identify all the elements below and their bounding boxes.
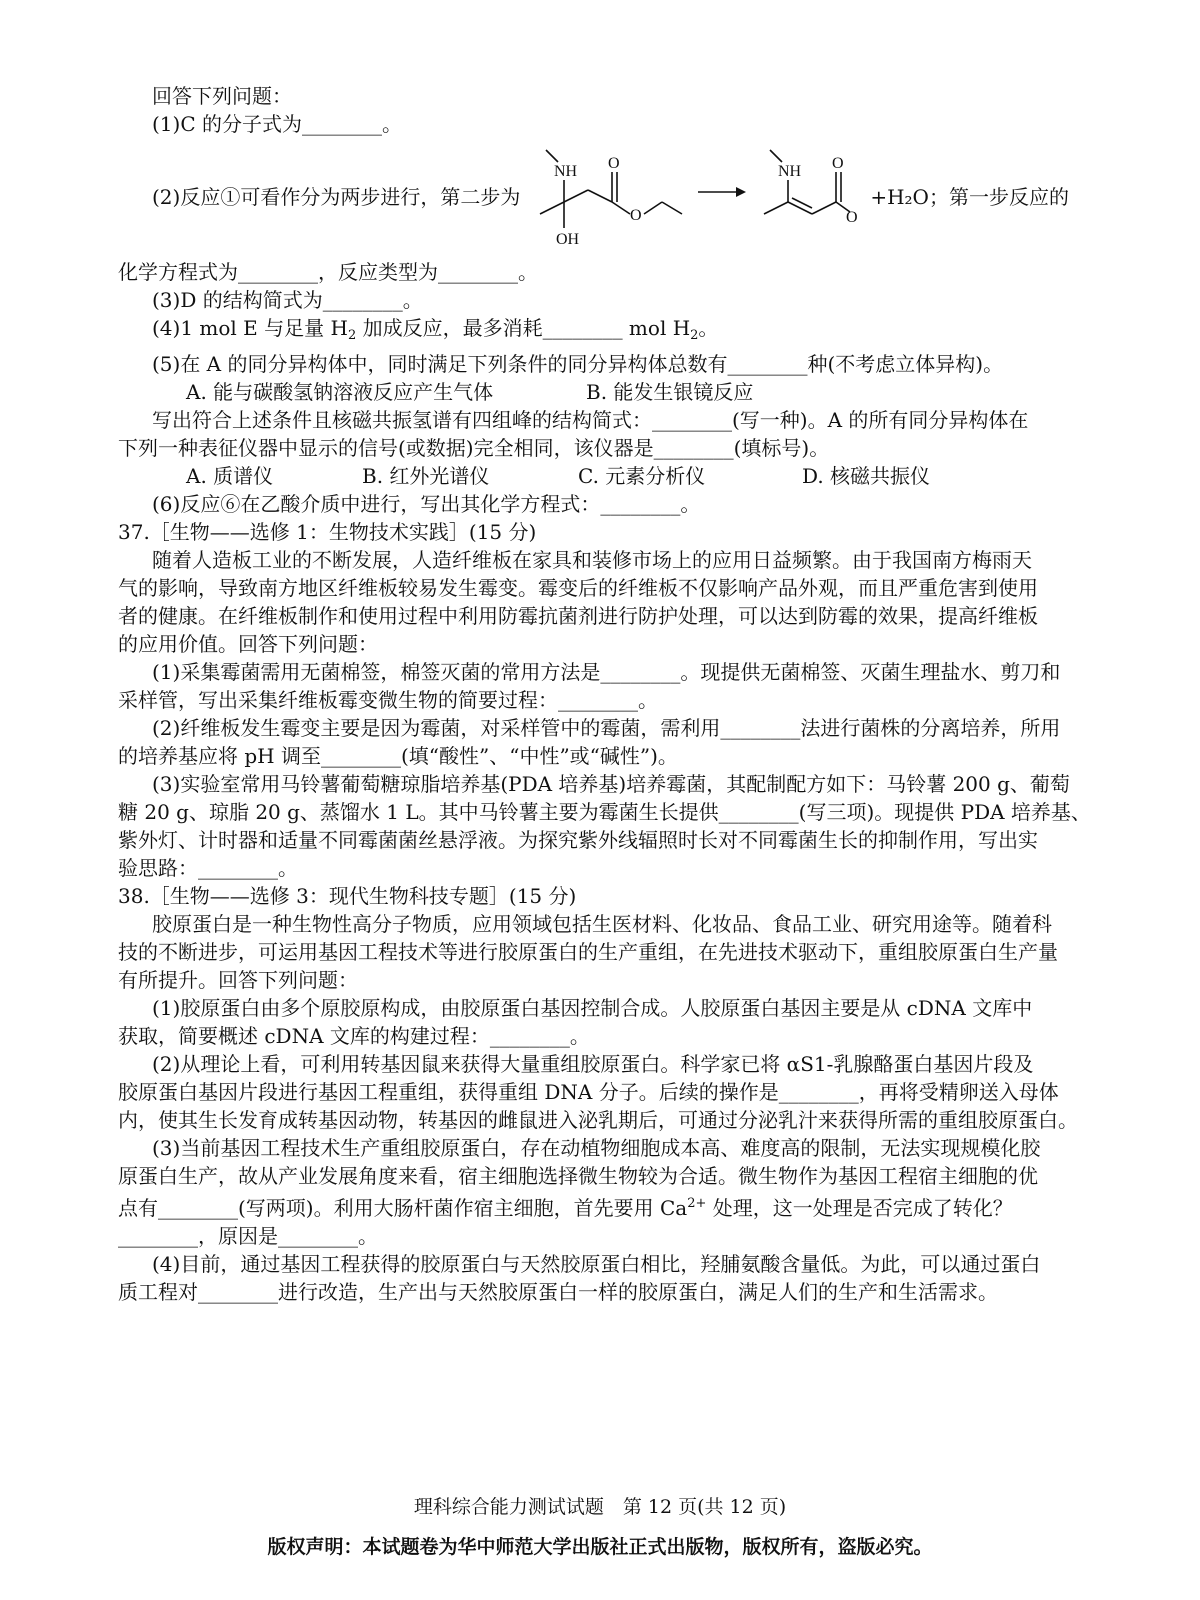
- s37-q1-cont: 采样管，写出采集纤维板霉变微生物的简要过程：________ 。: [118, 686, 1078, 714]
- mol-nh-label: NH: [778, 163, 802, 180]
- q36-1: (1)C 的分子式为________ 。: [118, 110, 1078, 138]
- s38-paragraph-line: 技的不断进步，可运用基因工程技术等进行胶原蛋白的生产重组，在先进技术驱动下，重组胶原蛋白生产量: [118, 940, 1058, 964]
- s38-q3: (3)当前基因工程技术生产重组胶原蛋白，存在动植物细胞成本高、难度高的限制，无法实现规模化胶: [152, 1136, 1041, 1160]
- answer-blank: [654, 436, 734, 460]
- q36-3: (3)D 的结构简式为________ 。: [118, 286, 1078, 314]
- answer-blank: [600, 660, 680, 684]
- s38-q4-cont: 质工程对________ 进行改造，生产出与天然胶原蛋白一样的胶原蛋白，满足人们的生产和生活需求。: [118, 1278, 1078, 1306]
- s38-paragraph-line: 有所提升。回答下列问题：: [118, 968, 358, 992]
- answer-blank: [720, 716, 800, 740]
- answer-blank: [198, 856, 278, 880]
- answer-blank: [543, 316, 623, 340]
- s37-q3-cont: 验思路：________ 。: [118, 854, 1078, 882]
- s37-paragraph-line: 随着人造板工业的不断发展，人造纤维板在家具和装修市场上的应用日益频繁。由于我国南方梅雨天: [152, 548, 1032, 572]
- s38-q1: (1)胶原蛋白由多个原胶原构成，由胶原蛋白基因控制合成。人胶原蛋白基因主要是从 cDNA 文库中: [152, 996, 1033, 1020]
- answer-blank: [238, 260, 318, 284]
- answer-blank: [302, 112, 382, 136]
- mol-o-label: O: [832, 155, 844, 172]
- mol-oh-label: OH: [556, 231, 580, 248]
- s37-q3: (3)实验室常用马铃薯葡萄糖琼脂培养基(PDA 培养基)培养霉菌，其配制配方如下：马铃薯 200 g、葡萄: [152, 772, 1070, 796]
- s38-q1-cont: 获取，简要概述 cDNA 文库的构建过程：________ 。: [118, 1022, 1078, 1050]
- answer-blank: [321, 744, 401, 768]
- s38-q2-cont: 内，使其生长发育成转基因动物，转基因的雌鼠进入泌乳期后，可通过分泌乳汁来获得所需的重组胶原蛋白。: [118, 1108, 1078, 1132]
- answer-blank: [278, 1224, 358, 1248]
- q36-5-options: A. 能与碳酸氢钠溶液反应产生气体 B. 能发生银镜反应: [186, 380, 754, 404]
- q36-5: (5)在 A 的同分异构体中，同时满足下列条件的同分异构体总数有________ 种(不考虑立体异构)。: [118, 350, 1078, 378]
- page-body: [118, 82, 1091, 1306]
- s37-q2: (2)纤维板发生霉变主要是因为霉菌，对采样管中的霉菌，需利用________ 法进行菌株的分离培养，所用: [118, 714, 1078, 742]
- answer-blank: [779, 1080, 859, 1104]
- answer-blank: [558, 688, 638, 712]
- answer-blank: [118, 1224, 198, 1248]
- s38-q3-cont: 点有________ (写两项)。利用大肠杆菌作宿主细胞，首先要用 $Ca^{2+}$ 处理，这一处理是否完成了转化？: [118, 1190, 1078, 1222]
- answer-blank: [438, 260, 518, 284]
- answer-blank: [728, 352, 808, 376]
- s37-paragraph-line: 者的健康。在纤维板制作和使用过程中利用防霉抗菌剂进行防护处理，可以达到防霉的效果，提高纤维板: [118, 604, 1038, 628]
- mol-o-label: O: [846, 209, 858, 226]
- answer-blank: [652, 408, 732, 432]
- q36-5-instruments: A. 质谱仪 B. 红外光谱仪 C. 元素分析仪 D. 核磁共振仪: [186, 464, 931, 488]
- s37-q2-cont: 的培养基应将 pH 调至________ (填“酸性”、“中性”或“碱性”)。: [118, 742, 1078, 770]
- section-37-heading: 37.［生物——选修 1：生物技术实践］(15 分): [118, 520, 537, 544]
- copyright-notice: 版权声明：本试题卷为华中师范大学出版社正式出版物，版权所有，盗版必究。: [267, 1536, 933, 1558]
- s38-paragraph-line: 胶原蛋白是一种生物性高分子物质，应用领域包括生医材料、化妆品、食品工业、研究用途等。随着科: [152, 912, 1052, 936]
- answer-blank: [158, 1196, 238, 1220]
- answer-blank: [198, 1280, 278, 1304]
- s37-q3-cont: 紫外灯、计时器和适量不同霉菌菌丝悬浮液。为探究紫外线辐照时长对不同霉菌生长的抑制作用，写出实: [118, 828, 1038, 852]
- q36-6: (6)反应⑥在乙酸介质中进行，写出其化学方程式：________ 。: [118, 490, 1078, 518]
- s38-q2-cont: 胶原蛋白基因片段进行基因工程重组，获得重组 DNA 分子。后续的操作是________ ，再将受精卵送入母体: [118, 1078, 1078, 1106]
- section-38-heading: 38.［生物——选修 3：现代生物科技专题］(15 分): [118, 884, 577, 908]
- s38-q3-cont: ________ ，原因是________ 。: [118, 1222, 1078, 1250]
- q36-5-line3: 下列一种表征仪器中显示的信号(或数据)完全相同，该仪器是________ (填标号)。: [118, 434, 1078, 462]
- s38-q4: (4)目前，通过基因工程获得的胶原蛋白与天然胶原蛋白相比，羟脯氨酸含量低。为此，可以通过蛋白: [152, 1252, 1041, 1276]
- s38-q2: (2)从理论上看，可利用转基因鼠来获得大量重组胶原蛋白。科学家已将 αS1-乳腺酪蛋白基因片段及: [152, 1052, 1034, 1076]
- q36-2-cont: 化学方程式为________ ，反应类型为________ 。: [118, 258, 1078, 286]
- answer-blank: [719, 800, 799, 824]
- q36-5-line2: 写出符合上述条件且核磁共振氢谱有四组峰的结构简式：________ (写一种)。A 的所有同分异构体在: [118, 406, 1078, 434]
- answer-blank: [490, 1024, 570, 1048]
- mol-nh-label: NH: [554, 163, 578, 180]
- intro-line: 回答下列问题：: [152, 84, 292, 108]
- s37-paragraph-line: 的应用价值。回答下列问题：: [118, 632, 378, 656]
- q36-2-reaction: (2)反应①可看作分为两步进行，第二步为 NH O O OH NH O O +H₂O；第一步反应的: [118, 142, 1078, 252]
- answer-blank: [323, 288, 403, 312]
- reaction-scheme: [520, 142, 870, 252]
- s37-q3-cont: 糖 20 g、琼脂 20 g、蒸馏水 1 L。其中马铃薯主要为霉菌生长提供________ (写三项)。现提供 PDA 培养基、: [118, 798, 1078, 826]
- answer-blank: [600, 492, 680, 516]
- s38-q3-cont: 原蛋白生产，故从产业发展角度来看，宿主细胞选择微生物较为合适。微生物作为基因工程宿主细胞的优: [118, 1164, 1038, 1188]
- mol-o-label: O: [630, 207, 642, 224]
- q36-4: (4)1 mol E 与足量 $H_2$ 加成反应，最多消耗________ mol $H_2$。: [118, 314, 1078, 350]
- page-footer-title: 理科综合能力测试试题 第 12 页(共 12 页): [413, 1496, 787, 1518]
- s37-q1: (1)采集霉菌需用无菌棉签，棉签灭菌的常用方法是________ 。现提供无菌棉签、灭菌生理盐水、剪刀和: [118, 658, 1078, 686]
- s37-paragraph-line: 气的影响，导致南方地区纤维板较易发生霉变。霉变后的纤维板不仅影响产品外观，而且严重危害到使用: [118, 576, 1038, 600]
- mol-o-label: O: [608, 155, 620, 172]
